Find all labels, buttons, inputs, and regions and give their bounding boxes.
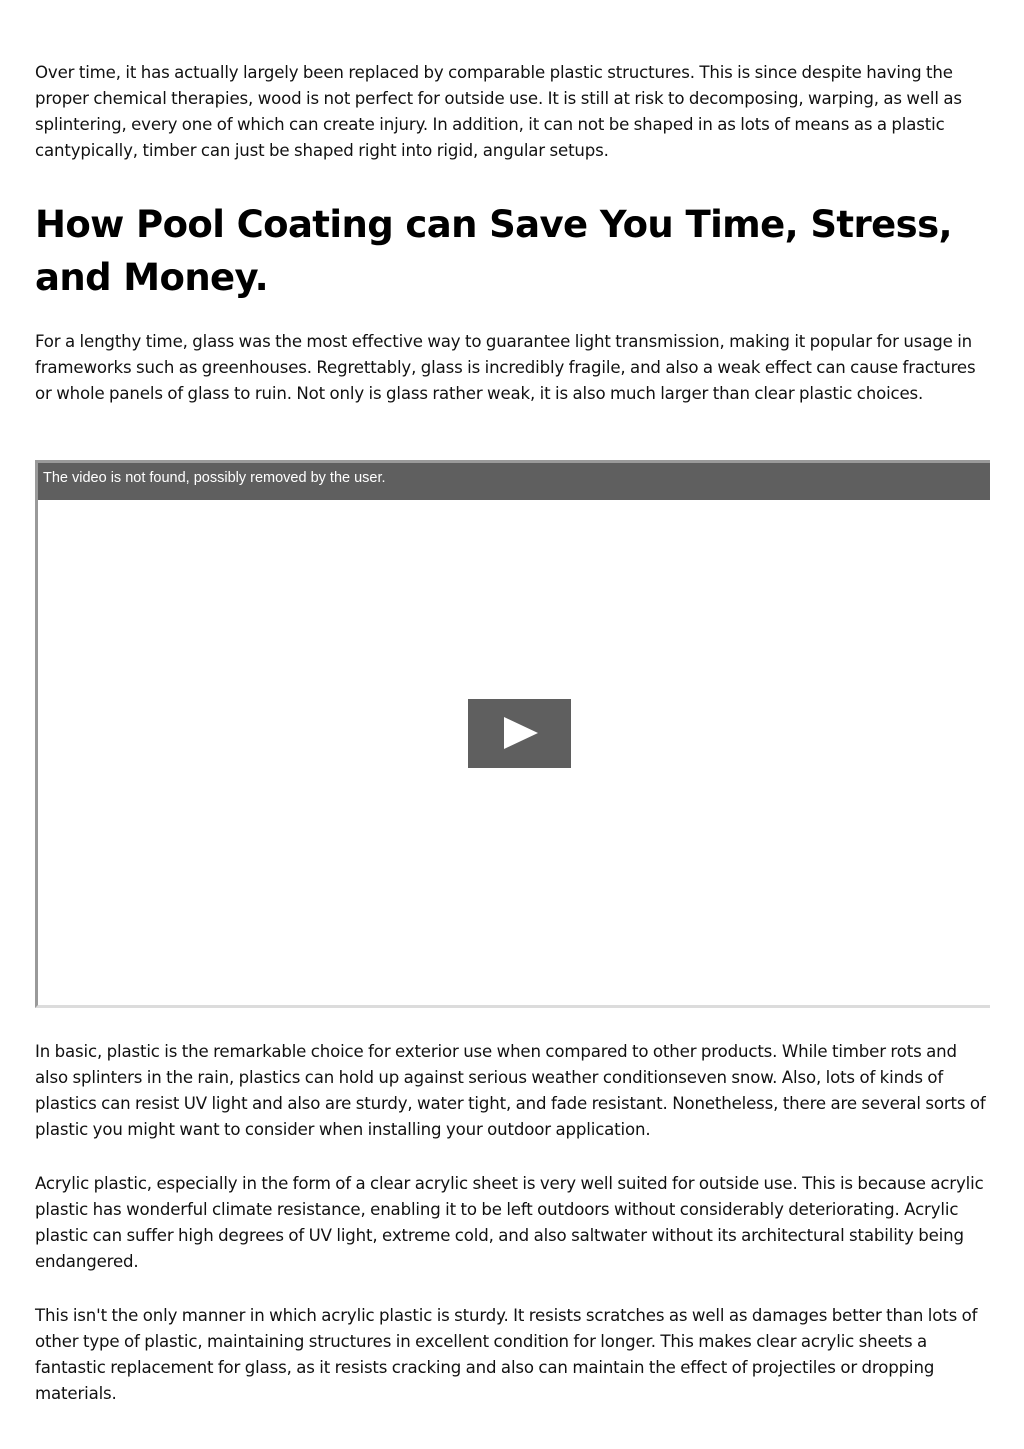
paragraph-glass: For a lengthy time, glass was the most effective way to guarantee light transmission, making it popular for usage in frameworks such as greenhouses. Regrettably, glass is incredibly fragile, and also a weak effect can cause fractures or whole panels of glass to ruin. Not only is glass rather weak, it is also much larger than clear plastic choices. [35, 332, 976, 403]
video-title-bar [38, 463, 990, 500]
paragraph-sturdy: This isn't the only manner in which acrylic plastic is sturdy. It resists scratches as well as damages better than lots of other type of plastic, maintaining structures in excellent condition for longer. This makes clear acrylic sheets a fantastic replacement for glass, as it resists cracking and also can maintain the effect of projectiles or dropping materials. [35, 1306, 978, 1403]
play-icon [468, 699, 571, 768]
video-player[interactable] [35, 460, 990, 1008]
play-button[interactable] [468, 699, 571, 768]
paragraph-plastic: In basic, plastic is the remarkable choice for exterior use when compared to other products. While timber rots and also splinters in the rain, plastics can hold up against serious weather conditionseven snow. Also, lots of kinds of plastics can resist UV light and also are sturdy, water tight, and fade resistant. Nonetheless, there are several sorts of plastic you might want to consider when installing your outdoor application. [35, 1042, 986, 1139]
section-heading: How Pool Coating can Save You Time, Stress, and Money. [35, 203, 952, 299]
video-error-message: The video is not found, possibly removed by the user. [43, 470, 386, 486]
paragraph-wood: Over time, it has actually largely been replaced by comparable plastic structures. This is since despite having the proper chemical therapies, wood is not perfect for outside use. It is still at risk to decomposing, warping, as well as splintering, every one of which can create injury. In addition, it can not be shaped in as lots of means as a plastic cantypically, timber can just be shaped right into rigid, angular setups. [35, 63, 962, 160]
paragraph-acrylic: Acrylic plastic, especially in the form of a clear acrylic sheet is very well suited for outside use. This is because acrylic plastic has wonderful climate resistance, enabling it to be left outdoors without considerably deteriorating. Acrylic plastic can suffer high degrees of UV light, extreme cold, and also saltwater without its architectural stability being endangered. [35, 1174, 984, 1271]
